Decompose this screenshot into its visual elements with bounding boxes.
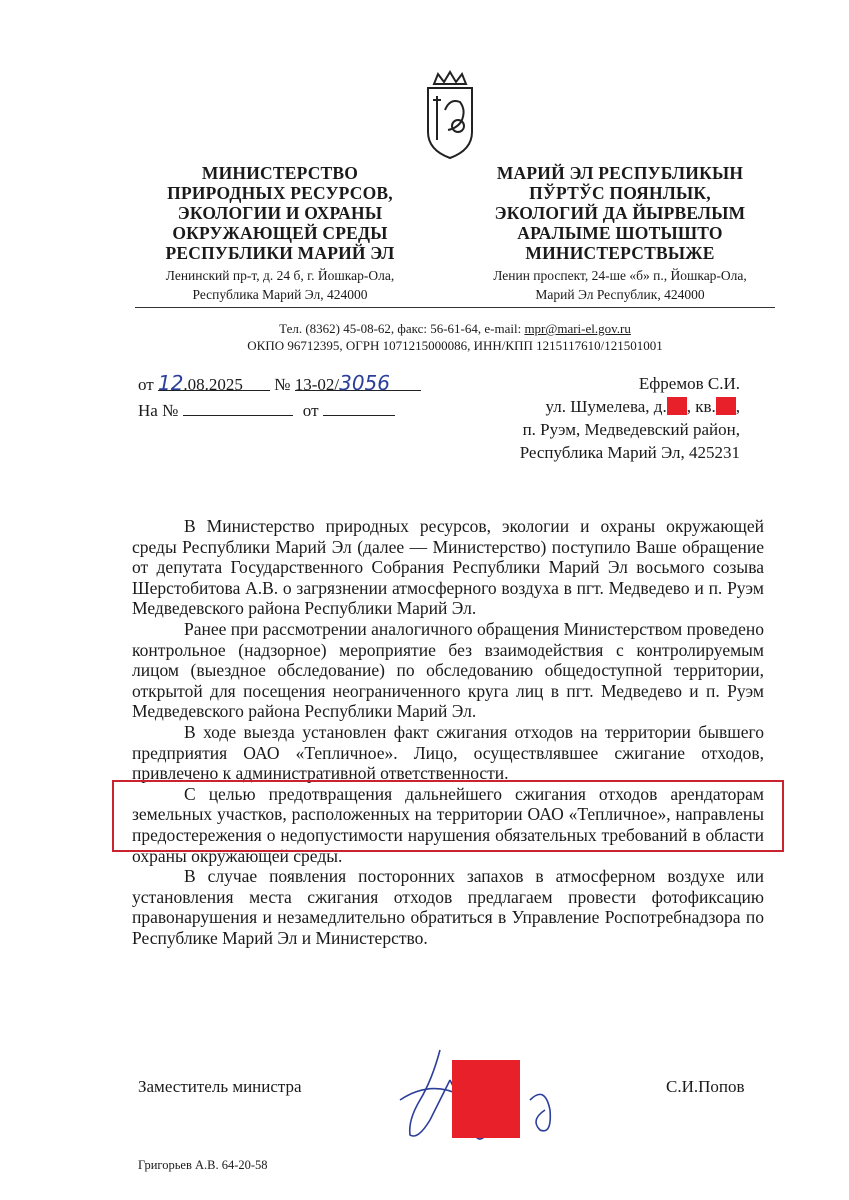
ministry-title-line: ОКРУЖАЮЩЕЙ СРЕДЫ [172, 223, 388, 243]
document-date [157, 371, 270, 395]
redacted-signature [452, 1060, 520, 1138]
reply-from-label: от [302, 401, 319, 420]
date-month-year: .08.2025 [183, 375, 243, 394]
street-text: ул. Шумелева, д. [545, 397, 667, 416]
signatory-name: С.И.Попов [666, 1077, 745, 1096]
street-suffix: , [735, 397, 740, 416]
handwritten-number: 3056 [339, 371, 390, 395]
ministry-header-russian [130, 163, 430, 304]
addressee-block [480, 372, 740, 464]
document-number [294, 371, 421, 395]
ministry-title-line: МИНИСТЕРСТВЫЖЕ [525, 243, 715, 263]
redacted-house-number [667, 397, 687, 415]
contact-phone-text: Тел. (8362) 45-08-62, факс: 56-61-64, e-mail: [279, 321, 525, 336]
coat-of-arms-icon [420, 70, 480, 162]
highlight-box [112, 780, 784, 852]
email-link[interactable]: mpr@mari-el.gov.ru [524, 321, 631, 336]
ministry-address-line: Ленинский пр-т, д. 24 б, г. Йошкар-Ола, [165, 268, 395, 283]
redacted-flat-number [716, 397, 736, 415]
addressee-street [480, 395, 740, 418]
ministry-title-line: ПЎРТЎС ПОЯНЛЫК, [529, 183, 711, 203]
ministry-address-line: Республика Марий Эл, 424000 [192, 287, 368, 302]
handwritten-day: 12 [157, 371, 184, 395]
body-paragraph: В Министерство природных ресурсов, экологии и охраны окружающей среды Республики Марий Эл (далее — Министерство) поступило Ваше обращение от депутата Государственного Собрания Республики Марий Эл восьмого созыва Шерстобитова А.В. о загрязнении атмосферного воздуха в пгт. Медведево и п. Руэм Медведевского района Республики Марий Эл. [132, 516, 764, 619]
ministry-title-line: АРАЛЫМЕ ШОТЫШТО [517, 223, 723, 243]
signatory-position: Заместитель министра [138, 1077, 302, 1096]
letter-body [132, 516, 764, 948]
number-prefix: 13-02/ [294, 375, 340, 394]
reply-number-blank [183, 397, 293, 416]
body-paragraph: В ходе выезда установлен факт сжигания отходов на территории бывшего предприятия ОАО «Тепличное». Лицо, осуществлявшее сжигание отходов, привлечено к административной ответственности. [132, 721, 764, 784]
ministry-title-line: МИНИСТЕРСТВО [201, 163, 359, 183]
reply-number-label: На № [138, 401, 179, 420]
flat-label: , кв. [686, 397, 716, 416]
addressee-settlement: п. Руэм, Медведевский район, [522, 420, 740, 439]
registry-codes: ОКПО 96712395, ОГРН 1071215000086, ИНН/КПП 1215117610/121501001 [247, 338, 663, 353]
addressee-region: Республика Марий Эл, 425231 [519, 443, 740, 462]
body-paragraph: С целью предотвращения дальнейшего сжигания отходов арендаторам земельных участков, расположенных на территории ОАО «Тепличное», направлены предостережения о недопустимости нарушения обязательных требований в области охраны окружающей среды. [132, 783, 764, 866]
ministry-title-line: МАРИЙ ЭЛ РЕСПУБЛИКЫН [496, 163, 744, 183]
reply-date-blank [323, 397, 395, 416]
ministry-title-line: ЭКОЛОГИЙ ДА ЙЫРВЕЛЫМ [494, 203, 746, 223]
ministry-title-line: ЭКОЛОГИИ И ОХРАНЫ [177, 203, 383, 223]
contact-details [130, 320, 780, 354]
reply-registration [138, 397, 395, 422]
from-label: от [138, 375, 154, 394]
ministry-address-line: Марий Эл Республик, 424000 [535, 287, 705, 302]
outgoing-registration [138, 372, 421, 396]
number-label: № [274, 375, 291, 394]
ministry-address-line: Ленин проспект, 24-ше «б» п., Йошкар-Ола, [493, 268, 747, 283]
ministry-title-line: ПРИРОДНЫХ РЕСУРСОВ, [167, 183, 393, 203]
executor-contact: Григорьев А.В. 64-20-58 [138, 1158, 268, 1172]
header-divider [135, 307, 775, 308]
addressee-name: Ефремов С.И. [638, 374, 740, 393]
body-paragraph: Ранее при рассмотрении аналогичного обращения Министерством проведено контрольное (надзорное) мероприятие без взаимодействия с контролируемым лицом (выездное обследование) по обследованию общедоступной территории, открытой для посещения неограниченного круга лиц в пгт. Медведево и п. Руэм Медведевского района Республики Марий Эл. [132, 618, 764, 722]
ministry-header-mari [470, 163, 770, 304]
body-paragraph: В случае появления посторонних запахов в атмосферном воздухе или установления места сжигания отходов предлагаем провести фотофиксацию правонарушения и незамедлительно обратиться в Управление Роспотребнадзора по Республике Марий Эл и Министерство. [132, 866, 764, 948]
ministry-title-line: РЕСПУБЛИКИ МАРИЙ ЭЛ [165, 243, 395, 263]
